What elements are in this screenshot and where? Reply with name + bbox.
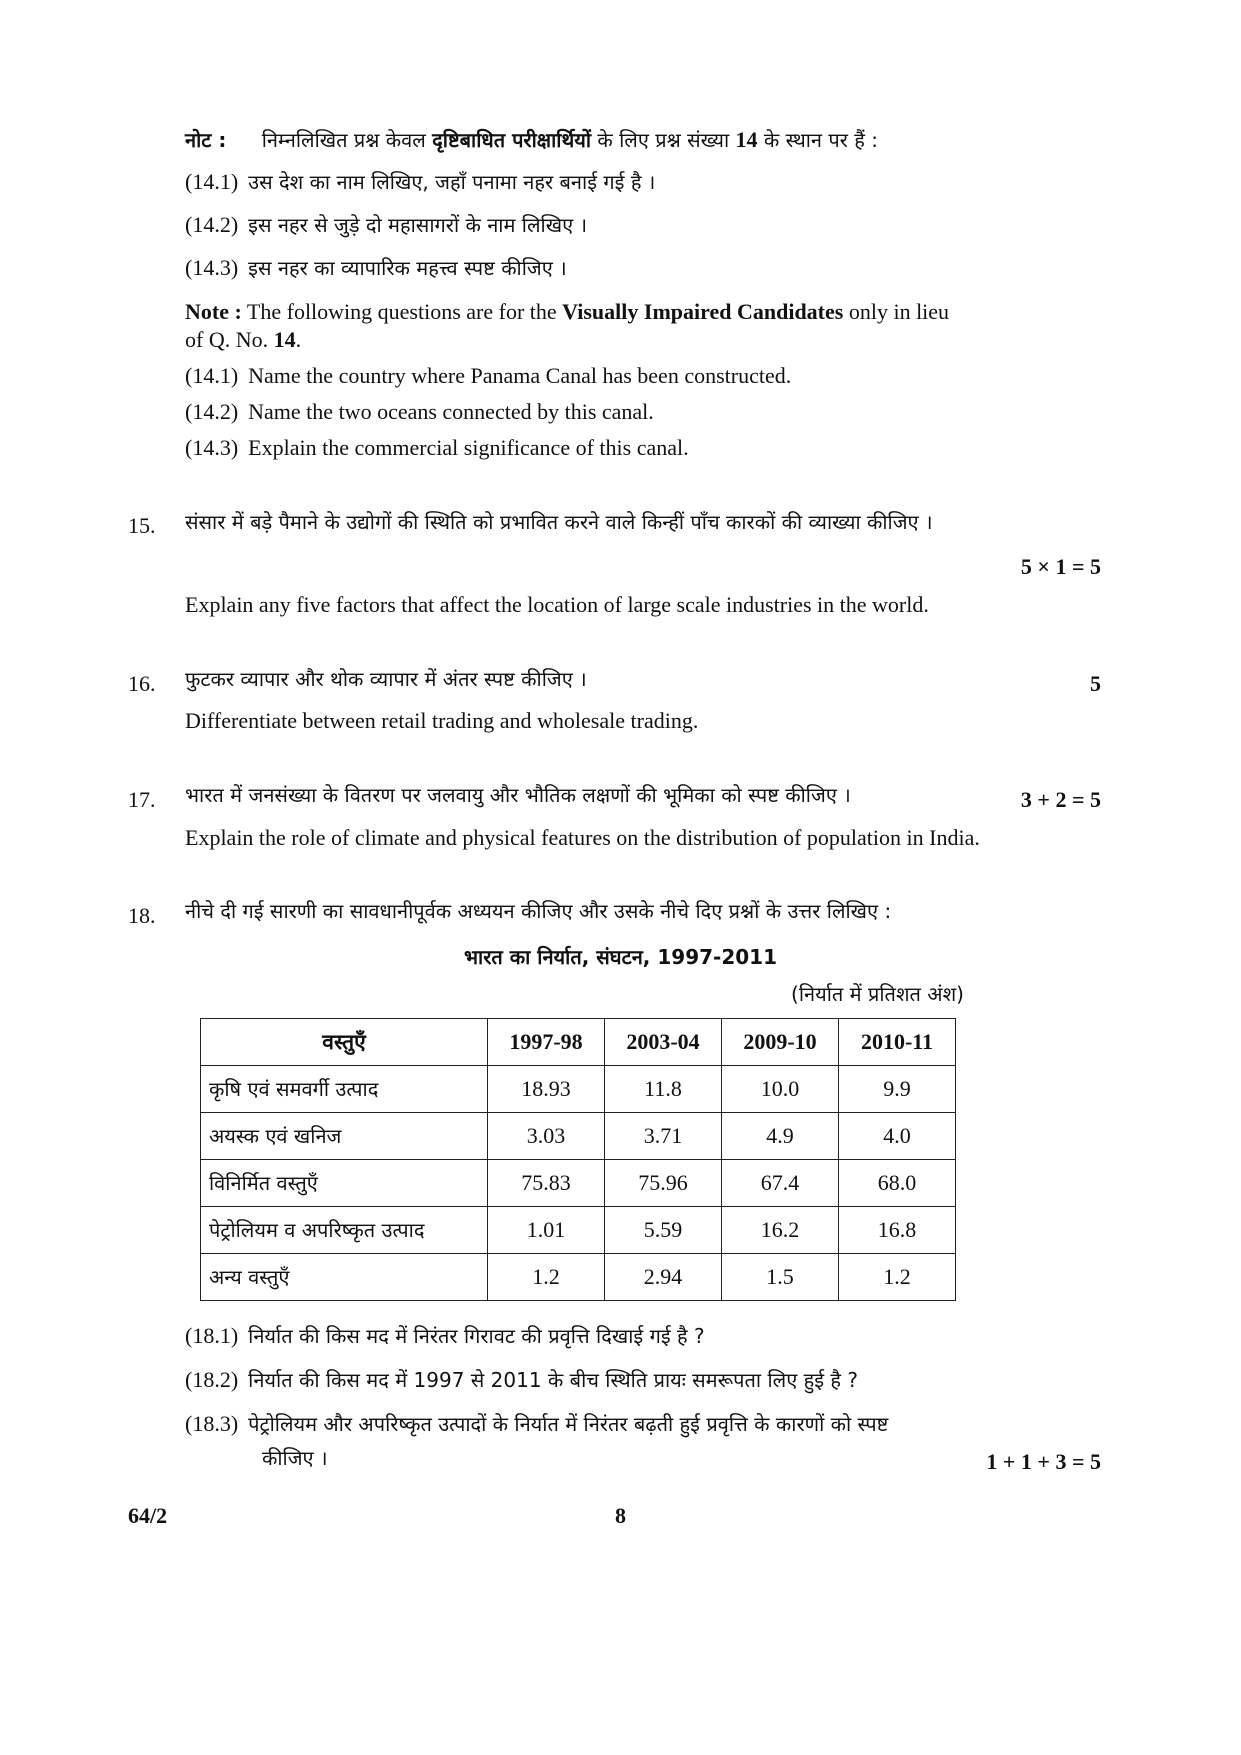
note-english-label: Note : — [185, 299, 242, 324]
item-number: (18.2) — [185, 1367, 239, 1392]
table-row — [201, 1254, 956, 1301]
item-number: (14.2) — [185, 399, 239, 424]
note-english-qnum: 14 — [273, 327, 296, 352]
table-row — [201, 1207, 956, 1254]
paper-code: 64/2 — [128, 1503, 168, 1528]
table-cell: 5.59 — [605, 1207, 722, 1254]
note-english-text-a: The following questions are for the — [241, 299, 563, 324]
item-number: (18.1) — [185, 1323, 239, 1348]
row-label: कृषि एवं समवर्गी उत्पाद — [201, 1066, 488, 1113]
row-label: पेट्रोलियम व अपरिष्कृत उत्पाद — [201, 1207, 488, 1254]
item-text: Explain the commercial significance of this canal. — [248, 435, 689, 460]
table-cell: 3.71 — [605, 1113, 722, 1160]
exports-table — [200, 1018, 956, 1301]
row-label: अन्य वस्तुएँ — [201, 1254, 488, 1301]
q18-sub-1 — [185, 1322, 705, 1350]
q18-number: 18. — [128, 903, 156, 928]
q15-marks: 5 × 1 = 5 — [1020, 554, 1101, 579]
item-number: (14.1) — [185, 363, 239, 388]
note-hindi-qnum: 14 — [735, 127, 758, 152]
table-row — [201, 1113, 956, 1160]
q16-marks: 5 — [1090, 671, 1101, 696]
item-text: उस देश का नाम लिखिए, जहाँ पनामा नहर बनाई गई है । — [248, 170, 656, 194]
note-hindi-text-c: के स्थान पर हैं : — [757, 128, 879, 152]
note-hindi-text-bold: दृष्टिबाधित परीक्षार्थियों — [432, 128, 592, 152]
row-label: विनिर्मित वस्तुएँ — [201, 1160, 488, 1207]
q15-hindi: संसार में बड़े पैमाने के उद्योगों की स्थिति को प्रभावित करने वाले किन्हीं पाँच कारकों की व्याख्या कीजिए । — [185, 510, 933, 534]
column-header: वस्तुएँ — [201, 1019, 488, 1066]
table-unit: (निर्यात में प्रतिशत अंश) — [791, 982, 964, 1006]
table-cell: 1.2 — [839, 1254, 956, 1301]
note-english-text-bold: Visually Impaired Candidates — [562, 299, 844, 324]
item-number: (14.3) — [185, 255, 239, 280]
note-english-item-1 — [185, 362, 791, 390]
q16-english: Differentiate between retail trading and wholesale trading. — [185, 708, 699, 733]
item-text: इस नहर से जुड़े दो महासागरों के नाम लिखिए । — [248, 213, 588, 237]
item-text: निर्यात की किस मद में 1997 से 2011 के बीच स्थिति प्रायः समरूपता लिए हुई है ? — [248, 1368, 859, 1392]
table-cell: 4.0 — [839, 1113, 956, 1160]
q17-english: Explain the role of climate and physical features on the distribution of population in India. — [185, 825, 980, 850]
note-english-text-b: only in lieu — [843, 299, 950, 324]
q16-hindi: फुटकर व्यापार और थोक व्यापार में अंतर स्पष्ट कीजिए । — [185, 667, 587, 691]
table-row — [201, 1160, 956, 1207]
table-cell: 67.4 — [722, 1160, 839, 1207]
q17-marks: 3 + 2 = 5 — [1020, 787, 1101, 812]
table-cell: 10.0 — [722, 1066, 839, 1113]
item-number: (18.3) — [185, 1411, 239, 1436]
note-english-line2-b: . — [295, 327, 302, 352]
q18-sub-2 — [185, 1366, 858, 1394]
table-header-row — [201, 1019, 956, 1066]
note-hindi-item-3 — [185, 254, 567, 282]
table-title: भारत का निर्यात, संघटन, 1997-2011 — [463, 945, 777, 969]
note-english-item-3 — [185, 434, 689, 462]
q17-number: 17. — [128, 787, 156, 812]
note-hindi-label: नोट : — [185, 128, 227, 152]
table-cell: 1.2 — [488, 1254, 605, 1301]
q15-number: 15. — [128, 513, 156, 538]
item-number: (14.1) — [185, 169, 239, 194]
table-cell: 3.03 — [488, 1113, 605, 1160]
table-cell: 75.96 — [605, 1160, 722, 1207]
note-hindi-item-2 — [185, 211, 587, 239]
q17-hindi: भारत में जनसंख्या के वितरण पर जलवायु और भौतिक लक्षणों की भूमिका को स्पष्ट कीजिए । — [185, 783, 851, 807]
item-text: निर्यात की किस मद में निरंतर गिरावट की प्रवृत्ति दिखाई गई है ? — [248, 1324, 705, 1348]
table-cell: 2.94 — [605, 1254, 722, 1301]
note-hindi-text-b: के लिए प्रश्न संख्या — [591, 128, 736, 152]
q18-sub-3-continued: कीजिए । — [262, 1446, 328, 1470]
table-cell: 9.9 — [839, 1066, 956, 1113]
table-cell: 1.01 — [488, 1207, 605, 1254]
note-english-item-2 — [185, 398, 654, 426]
table-cell: 1.5 — [722, 1254, 839, 1301]
item-text: Name the country where Panama Canal has been constructed. — [248, 363, 792, 388]
note-english-line2-a: of Q. No. — [185, 327, 274, 352]
note-english-line2 — [185, 326, 301, 354]
item-text: पेट्रोलियम और अपरिष्कृत उत्पादों के निर्यात में निरंतर बढ़ती हुई प्रवृत्ति के कारणों को स्पष्ट — [248, 1412, 889, 1436]
table-cell: 4.9 — [722, 1113, 839, 1160]
item-number: (14.3) — [185, 435, 239, 460]
table-cell: 16.2 — [722, 1207, 839, 1254]
note-english — [185, 298, 949, 326]
item-number: (14.2) — [185, 212, 239, 237]
column-header: 2003-04 — [605, 1019, 722, 1066]
q18-hindi: नीचे दी गई सारणी का सावधानीपूर्वक अध्ययन कीजिए और उसके नीचे दिए प्रश्नों के उत्तर लिखिए : — [185, 899, 892, 923]
row-label: अयस्क एवं खनिज — [201, 1113, 488, 1160]
note-hindi — [185, 126, 878, 154]
column-header: 2009-10 — [722, 1019, 839, 1066]
column-header: 2010-11 — [839, 1019, 956, 1066]
page-number: 8 — [615, 1503, 626, 1528]
table-cell: 75.83 — [488, 1160, 605, 1207]
table-cell: 16.8 — [839, 1207, 956, 1254]
table-cell: 18.93 — [488, 1066, 605, 1113]
item-text: इस नहर का व्यापारिक महत्त्व स्पष्ट कीजिए । — [248, 256, 567, 280]
table-cell: 11.8 — [605, 1066, 722, 1113]
item-text: Name the two oceans connected by this canal. — [248, 399, 654, 424]
q16-number: 16. — [128, 671, 156, 696]
note-hindi-item-1 — [185, 168, 655, 196]
q18-marks: 1 + 1 + 3 = 5 — [986, 1449, 1101, 1474]
q18-sub-3 — [185, 1410, 888, 1438]
note-hindi-text-a: निम्नलिखित प्रश्न केवल — [261, 128, 433, 152]
table-row — [201, 1066, 956, 1113]
q15-english: Explain any five factors that affect the location of large scale industries in the world. — [185, 592, 929, 617]
table-cell: 68.0 — [839, 1160, 956, 1207]
column-header: 1997-98 — [488, 1019, 605, 1066]
